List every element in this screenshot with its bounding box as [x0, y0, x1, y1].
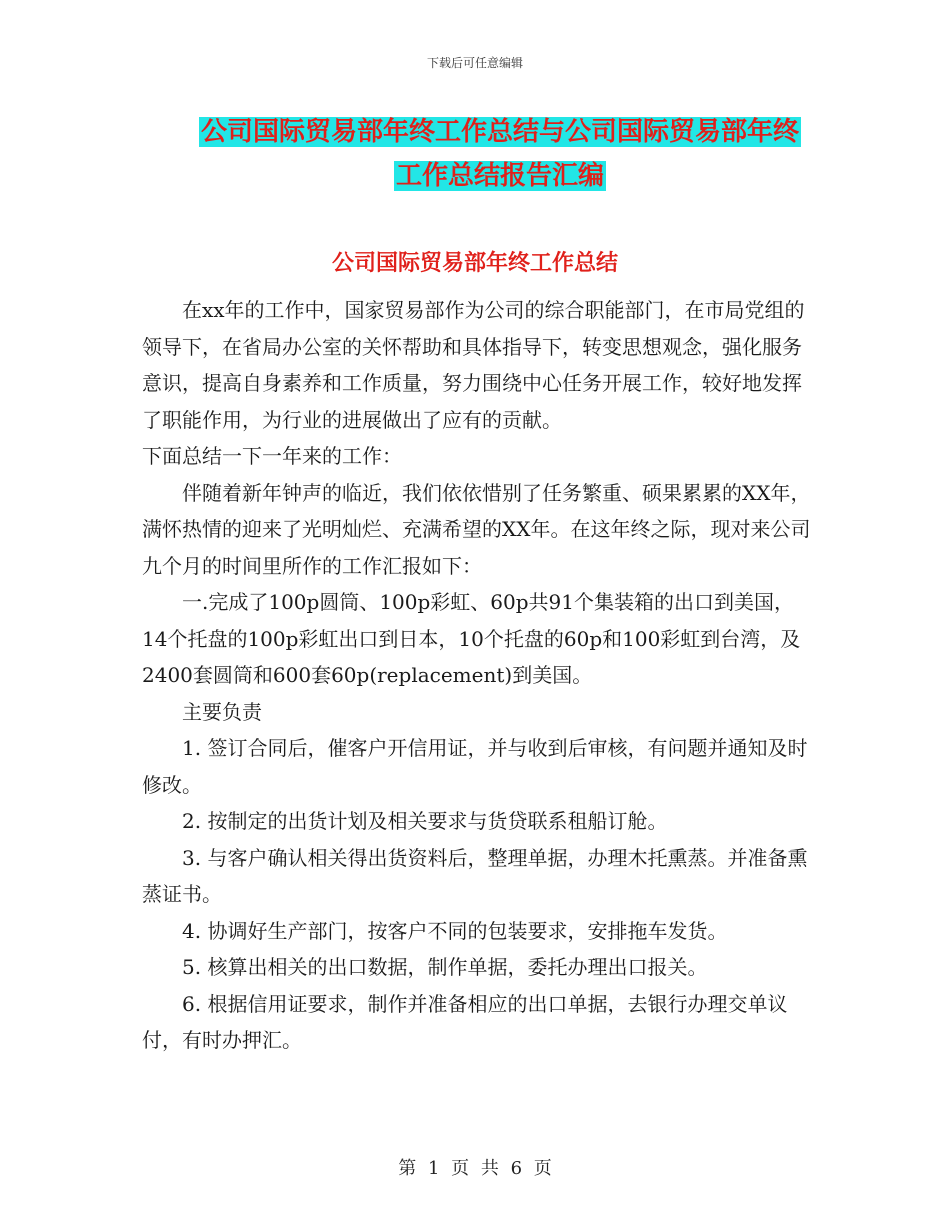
header-note: 下载后可任意编辑 [426, 56, 523, 70]
paragraph-summary-lead: 下面总结一下一年来的工作： [142, 444, 402, 468]
list-item: 1. 签订合同后，催客户开信用证，并与收到后审核，有问题并通知及时修改。 [142, 736, 808, 797]
page-footer: 第 1 页 共 6 页 [398, 1158, 552, 1179]
title-line-2: 工作总结报告汇编 [395, 161, 604, 191]
paragraph-new-year: 伴随着新年钟声的临近，我们依依惜别了任务繁重、硕果累累的XX年，满怀热情的迎来了光明灿烂、充满希望的XX年。在这年终之际，现对来公司九个月的时间里所作的工作汇报如下： [142, 480, 811, 578]
document-title [140, 110, 860, 198]
document-body [142, 292, 812, 1059]
list-item: 2. 按制定的出货计划及相关要求与货贷联系租船订舱。 [182, 809, 668, 833]
list-item: 3. 与客户确认相关得出货资料后，整理单据，办理木托熏蒸。并准备熏蒸证书。 [142, 845, 808, 906]
list-item: 6. 根据信用证要求，制作并准备相应的出口单据，去银行办理交单议付，有时办押汇。 [142, 991, 788, 1052]
paragraph-responsibilities-heading: 主要负责 [182, 699, 262, 724]
title-line-1: 公司国际贸易部年终工作总结与公司国际贸易部年终 [200, 117, 799, 147]
paragraph-intro: 在xx年的工作中，国家贸易部作为公司的综合职能部门，在市局党组的领导下，在省局办公室的关怀帮助和具体指导下，转变思想观念，强化服务意识，提高自身素养和工作质量，努力围绕中心任务开展工作，较好地发挥了职能作用，为行业的进展做出了应有的贡献。 [142, 298, 805, 432]
list-item: 5. 核算出相关的出口数据，制作单据，委托办理出口报关。 [182, 955, 708, 979]
section-title: 公司国际贸易部年终工作总结 [331, 251, 618, 276]
list-item: 4. 协调好生产部门，按客户不同的包装要求，安排拖车发货。 [182, 918, 728, 943]
paragraph-achievements: 一.完成了100p圆筒、100p彩虹、60p共91个集装箱的出口到美国，14个托盘的100p彩虹出口到日本，10个托盘的60p和100彩虹到台湾，及2400套圆筒和600套60p(replacement)到美国。 [142, 590, 801, 687]
